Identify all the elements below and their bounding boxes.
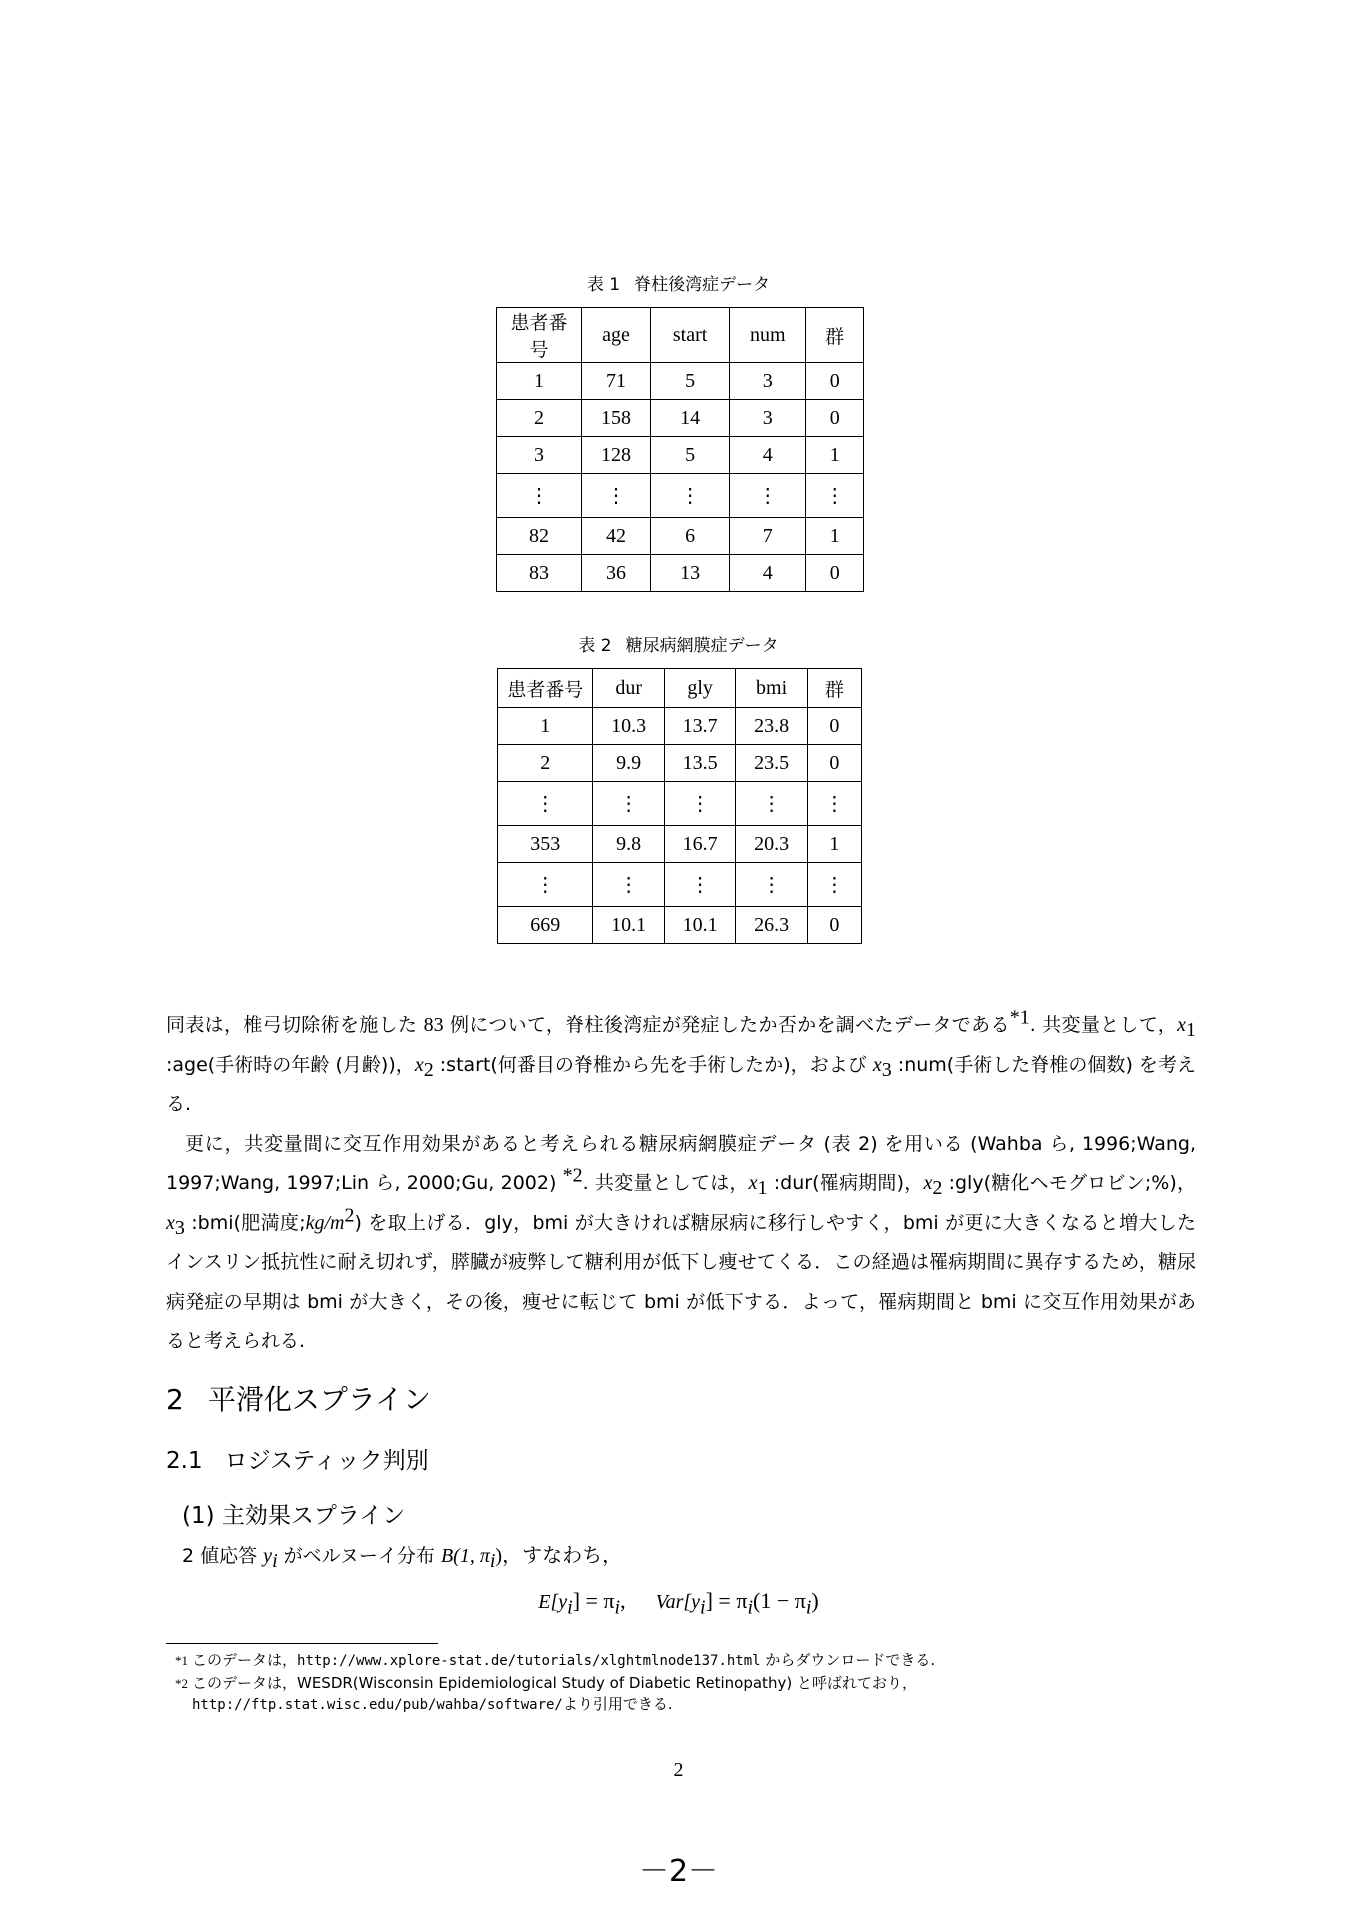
table-cell: 1 [807,826,861,863]
table-cell: 3 [730,363,806,400]
section-2-1-heading: 2.1 ロジスティック判別 [166,1448,429,1474]
table-cell: 1 [806,437,864,474]
table-cell: 1 [498,708,593,745]
table-cell: ⋮ [807,782,861,826]
table-cell: 0 [806,400,864,437]
table-row [497,555,864,592]
table-cell: 2 [498,745,593,782]
table-cell: 0 [807,745,861,782]
table-row [498,708,862,745]
table2 [497,668,862,944]
table-cell: 353 [498,826,593,863]
table-cell: 0 [807,708,861,745]
table-cell: 7 [730,518,806,555]
table-cell: 23.5 [736,745,807,782]
table-cell: 2 [497,400,582,437]
table-cell: ⋮ [593,863,664,907]
table-cell: 42 [582,518,651,555]
table-cell: 13.7 [664,708,735,745]
table-cell: 20.3 [736,826,807,863]
table-cell: 6 [650,518,729,555]
table-cell: 10.1 [664,907,735,944]
column-header: 群 [806,308,864,363]
table1-caption [0,270,1357,295]
table1 [496,307,864,592]
table-cell: 83 [497,555,582,592]
table-cell: 14 [650,400,729,437]
table-cell: 1 [806,518,864,555]
footnote-rule [166,1643,438,1644]
table-cell: ⋮ [736,782,807,826]
body-text [166,1006,1196,1362]
table-cell: 23.8 [736,708,807,745]
column-header: age [582,308,651,363]
table-row [497,363,864,400]
table-cell: ⋮ [497,474,582,518]
footnote-2-url[interactable]: http://ftp.stat.wisc.edu/pub/wahba/software/ [192,1697,563,1713]
footnote-1: *1 このデータは，http://www.xplore-stat.de/tutorials/xlghtmlnode137.html からダウンロードできる. [175,1651,936,1669]
table-row [498,907,862,944]
footnote-ref-2: *2 [562,1164,583,1187]
table-cell: ⋮ [806,474,864,518]
table-cell: 71 [582,363,651,400]
column-header: 患者番号 [497,308,582,363]
page-number: 2 [673,1759,684,1781]
table-cell: 669 [498,907,593,944]
page-number-footer: －2－ [638,1854,719,1889]
table-cell: 0 [806,555,864,592]
table2-label: 表 2 [578,636,612,656]
table-cell: 1 [497,363,582,400]
table-cell: 4 [730,437,806,474]
table-cell: 13 [650,555,729,592]
table-cell: 128 [582,437,651,474]
column-header: 患者番号 [498,669,593,708]
table-row [497,518,864,555]
table-row [498,745,862,782]
table-cell: 0 [806,363,864,400]
subsection-1-heading: (1) 主効果スプライン [182,1503,406,1529]
table-cell: ⋮ [582,474,651,518]
footnote-2: *2 このデータは，WESDR(Wisconsin Epidemiological Study of Diabetic Retinopathy) と呼ばれており， http://ftp.stat.wisc.edu/pub/wahba/software/より引用できる. [175,1674,917,1713]
column-header: start [650,308,729,363]
paragraph-2: 更に，共変量間に交互作用効果があると考えられる糖尿病網膜症データ (表 2) を用いる (Wahba ら, 1996;Wang, 1997;Wang, 1997;Lin ら, 2000;Gu, 2002) $^{*2}$. 共変量としては，$x_1$ :dur(罹病期間)，$x_2$ :gly(糖化ヘモグロビン;%)，$x_3$ :bmi(肥満度$;kg/m^2$) を取上げる．gly，bmi が大きければ糖尿病に移行しやすく，bmi が更に大きくなると増大したインスリン抵抗性に耐え切れず，膵臓が疲弊して糖利用が低下し痩せてくる．この経過は罹病期間に異存するため，糖尿病発症の早期は bmi が大きく，その後，痩せに転じて bmi が低下する．よって，罹病期間と bmi に交互作用効果があると考えられる. [166,1132,1196,1352]
footnote-ref-1: *1 [1009,1006,1030,1029]
footnote-1-url[interactable]: http://www.xplore-stat.de/tutorials/xlghtmlnode137.html [297,1653,761,1669]
table-cell: 5 [650,437,729,474]
table-cell: ⋮ [736,863,807,907]
column-header: 群 [807,669,861,708]
table-row [497,474,864,518]
table-cell: 4 [730,555,806,592]
table-cell: ⋮ [498,782,593,826]
bernoulli-line: 2 値応答 $y_i$ がベルヌーイ分布 B(1, $\pi_i$)，すなわち， [182,1545,623,1572]
table-cell: 3 [730,400,806,437]
table-cell: 10.1 [593,907,664,944]
table-cell: ⋮ [498,863,593,907]
table-cell: ⋮ [593,782,664,826]
table-cell: 13.5 [664,745,735,782]
table-row [498,782,862,826]
column-header: gly [664,669,735,708]
table-row [498,826,862,863]
table-cell: ⋮ [664,782,735,826]
table-cell: 9.9 [593,745,664,782]
table-row [498,863,862,907]
table-row [497,400,864,437]
table-cell: 158 [582,400,651,437]
table-cell: ⋮ [664,863,735,907]
column-header: dur [593,669,664,708]
table-row [497,437,864,474]
table-header-row [497,308,864,363]
table-cell: 26.3 [736,907,807,944]
table1-title: 脊柱後湾症データ [634,275,771,295]
table-cell: ⋮ [730,474,806,518]
paragraph-1: 同表は，椎弓切除術を施した 83 例について，脊柱後湾症が発症したか否かを調べたデータである$^{*1}$. 共変量として，$x_1$ :age(手術時の年齢 (月齢))，$x_2$ :start(何番目の脊椎から先を手術したか)，および $x_3$ :num(手術した脊椎の個数) を考える. [166,1006,1196,1115]
table-header-row [498,669,862,708]
table-cell: ⋮ [650,474,729,518]
table1-label: 表 1 [586,275,621,295]
table-cell: 36 [582,555,651,592]
table-cell: 0 [807,907,861,944]
table-cell: 9.8 [593,826,664,863]
column-header: bmi [736,669,807,708]
section-2-heading: 2 平滑化スプライン [166,1383,431,1416]
table2-caption [0,631,1357,656]
table-cell: 82 [497,518,582,555]
table-cell: ⋮ [807,863,861,907]
table-cell: 10.3 [593,708,664,745]
table-cell: 16.7 [664,826,735,863]
equation-mean-variance: $E[y_i] = \pi_i$, $Var[y_i] = \pi_i(1 - \pi_i)$ [538,1588,819,1619]
table2-title: 糖尿病網膜症データ [625,636,779,656]
table-cell: 5 [650,363,729,400]
column-header: num [730,308,806,363]
table-cell: 3 [497,437,582,474]
